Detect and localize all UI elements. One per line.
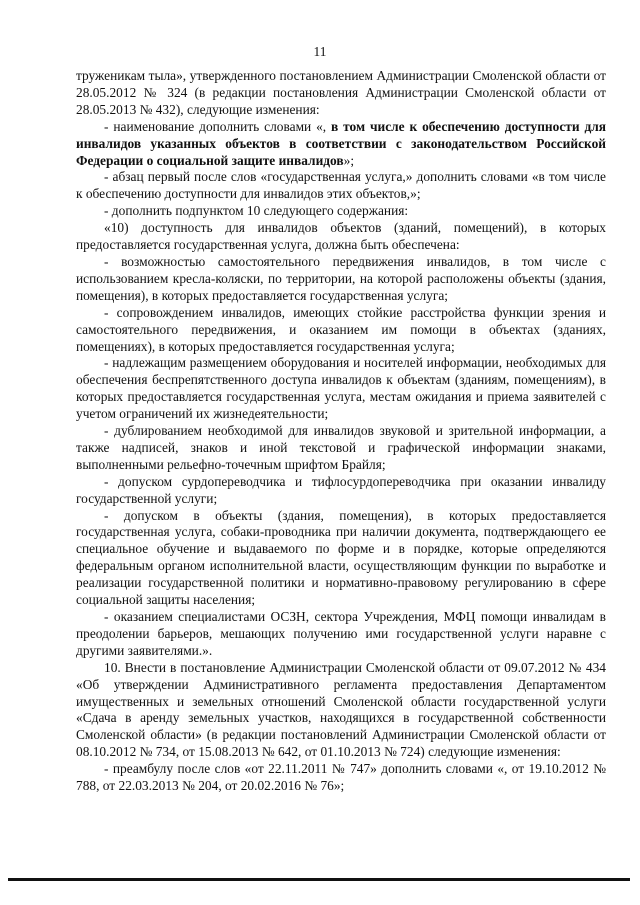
paragraph: - надлежащим размещением оборудования и носителей информации, необходимых для обеспечения беспрепятственного доступа инвалидов к объектам (зданиям, помещениям), в которых предоставляется государственная услуга, местам ожидания и приема заявителей с учетом ограничений их жизнедеятельности; — [76, 355, 606, 422]
paragraph: - сопровождением инвалидов, имеющих стойкие расстройства функции зрения и самостоятельного передвижения, и оказанием им помощи в объектах (зданиях, помещениях), в которых предоставляется государственная услуга; — [76, 304, 606, 354]
paragraph — [76, 119, 606, 170]
bold-insertion-text: в том числе к обеспечению доступности для инвалидов указанных объектов в соответствии с законодательством Российской Федерации о социальной защите инвалидов — [76, 118, 606, 168]
paragraph: 10. Внести в постановление Администрации Смоленской области от 09.07.2012 № 434 «Об утверждении Административного регламента предоставления Департаментом имущественных и земельных отношений Смоленской области государственной услуги «Сдача в аренду земельных участков, находящихся в государственной собственности Смоленской области» (в редакции постановлений Администрации Смоленской области от 08.10.2012 № 734, от 15.08.2013 № 642, от 01.10.2013 № 724) следующие изменения: — [76, 659, 606, 760]
document-body — [76, 68, 606, 795]
paragraph: - дополнить подпунктом 10 следующего содержания: — [104, 203, 409, 219]
paragraph-text: »; — [343, 152, 355, 168]
paragraph: - преамбулу после слов «от 22.11.2011 № 747» дополнить словами «, от 19.10.2012 № 788, от 22.03.2013 № 204, от 20.02.2016 № 76»; — [76, 761, 606, 794]
paragraph: «10) доступность для инвалидов объектов (зданий, помещений), в которых предоставляется государственная услуга, должна быть обеспечена: — [76, 220, 606, 253]
page-number: 11 — [313, 44, 327, 59]
paragraph: - допуском сурдопереводчика и тифлосурдопереводчика при оказании инвалиду государственной услуги; — [76, 473, 606, 506]
paragraph: труженикам тыла», утвержденного постановлением Администрации Смоленской области от 28.05.2012 № 324 (в редакции постановления Администрации Смоленской области от 28.05.2013 № 432), следующие изменения: — [76, 68, 606, 117]
paragraph-text: - наименование дополнить словами «, — [104, 118, 332, 134]
paragraph: - абзац первый после слов «государственная услуга,» дополнить словами «в том числе к обеспечению доступности для инвалидов этих объектов,»; — [76, 169, 606, 202]
page-bottom-rule — [8, 878, 630, 881]
paragraph: - допуском в объекты (здания, помещения), в которых предоставляется государственная услуга, собаки-проводника при наличии документа, подтверждающего ее специальное обучение и выдаваемого по форме и в порядке, которые определяются федеральным органом исполнительной власти, осуществляющим функции по выработке и реализации государственной политики и нормативно-правовому регулированию в сфере социальной защиты населения; — [76, 507, 606, 608]
paragraph: - возможностью самостоятельного передвижения инвалидов, в том числе с использованием кресла-коляски, по территории, на которой расположены объекты (здания, помещения), в которых предоставляется государственная услуга; — [76, 253, 606, 303]
paragraph: - оказанием специалистами ОСЗН, сектора Учреждения, МФЦ помощи инвалидам в преодолении барьеров, мешающих получению ими государственной услуги наравне с другими заявителями.». — [76, 609, 606, 658]
paragraph: - дублированием необходимой для инвалидов звуковой и зрительной информации, а также надписей, знаков и иной текстовой и графической информации знаками, выполненными рельефно-точечным шрифтом Брайля; — [76, 423, 606, 472]
